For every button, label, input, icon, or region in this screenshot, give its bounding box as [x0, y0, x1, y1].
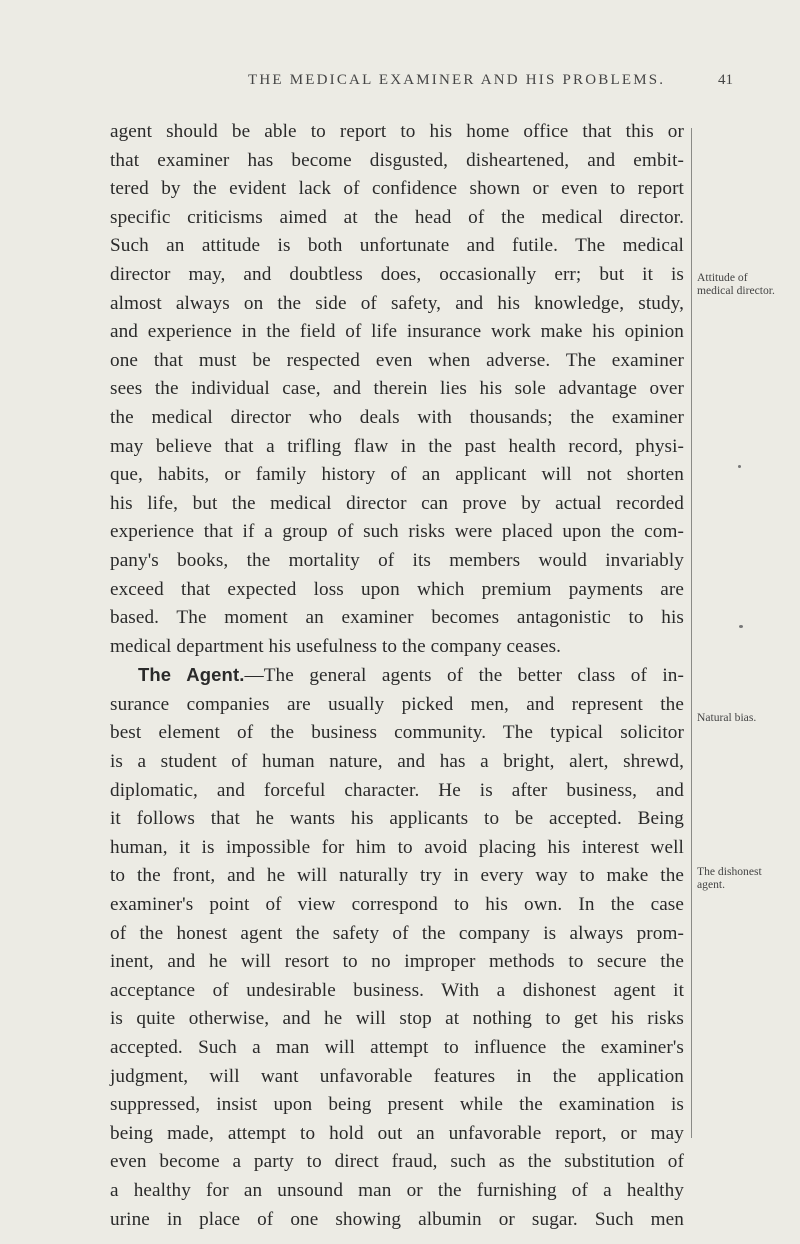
- body-line: may believe that a trifling flaw in the past health record, physi-: [110, 435, 684, 457]
- body-line: specific criticisms aimed at the head of the medical director.: [110, 206, 684, 228]
- body-line: surance companies are usually picked men, and represent the: [110, 693, 684, 715]
- body-line: suppressed, insist upon being present while the examination is: [110, 1094, 684, 1116]
- body-line: the medical director who deals with thousands; the examiner: [110, 406, 684, 428]
- paper-speck: [738, 465, 741, 468]
- paper-speck: [739, 625, 743, 628]
- body-line: almost always on the side of safety, and his knowledge, study,: [110, 292, 684, 314]
- body-line: sees the individual case, and therein lies his sole advantage over: [110, 378, 684, 400]
- body-line: of the honest agent the safety of the company is always prom-: [110, 922, 684, 944]
- body-line: pany's books, the mortality of its members would invariably: [110, 549, 684, 571]
- body-line: diplomatic, and forceful character. He is after business, and: [110, 779, 684, 801]
- body-line: examiner's point of view correspond to his own. In the case: [110, 894, 684, 916]
- body-line: tered by the evident lack of confidence shown or even to report: [110, 178, 684, 200]
- body-line: accepted. Such a man will attempt to influence the examiner's: [110, 1037, 684, 1058]
- agent-paragraph-first-line: [110, 661, 684, 691]
- body-line: is a student of human nature, and has a bright, alert, shrewd,: [110, 751, 684, 773]
- body-line: based. The moment an examiner becomes antagonistic to his: [110, 607, 684, 629]
- body-line: Such an attitude is both unfortunate and futile. The medical: [110, 235, 684, 257]
- section-heading-agent: The Agent.: [138, 664, 245, 686]
- body-line: even become a party to direct fraud, such as the substitution of: [110, 1151, 684, 1173]
- side-note-line: agent.: [697, 877, 726, 891]
- body-line-rest: —The general agents of the better class of in-: [244, 665, 684, 687]
- body-line: best element of the business community. The typical solicitor: [110, 722, 684, 744]
- body-line: being made, attempt to hold out an unfavorable report, or may: [110, 1122, 684, 1144]
- side-note-line: Natural bias.: [697, 711, 757, 724]
- body-line: that examiner has become disgusted, disheartened, and embit-: [110, 149, 684, 171]
- side-note-natural-bias: [697, 712, 756, 725]
- body-line: human, it is impossible for him to avoid placing his interest well: [110, 836, 684, 858]
- body-line: medical department his usefulness to the company ceases.: [110, 635, 562, 657]
- body-line: his life, but the medical director can prove by actual recorded: [110, 492, 684, 514]
- body-line: que, habits, or family history of an applicant will not shorten: [110, 464, 684, 486]
- body-line: acceptance of undesirable business. With a dishonest agent it: [110, 979, 684, 1001]
- body-line: and experience in the field of life insurance work make his opinion: [110, 321, 684, 343]
- side-note-attitude: [697, 272, 775, 297]
- body-line: experience that if a group of such risks were placed upon the com-: [110, 521, 684, 543]
- body-line: a healthy for an unsound man or the furnishing of a healthy: [110, 1179, 684, 1201]
- side-note-line: Attitude of: [697, 271, 748, 284]
- page-number: 41: [718, 72, 733, 88]
- running-header: THE MEDICAL EXAMINER AND HIS PROBLEMS.: [248, 72, 666, 88]
- body-line: judgment, will want unfavorable features in the application: [110, 1065, 684, 1087]
- body-line: inent, and he will resort to no improper methods to secure the: [110, 951, 684, 973]
- body-line: urine in place of one showing albumin or sugar. Such men: [110, 1208, 684, 1230]
- body-line: to the front, and he will naturally try in every way to make the: [110, 865, 684, 887]
- body-line: it follows that he wants his applicants to be accepted. Being: [110, 808, 684, 830]
- side-note-dishonest-agent: [697, 866, 762, 891]
- body-line: exceed that expected loss upon which premium payments are: [110, 578, 684, 600]
- body-text: [110, 118, 684, 1234]
- side-note-line: medical director.: [697, 283, 775, 297]
- body-line: is quite otherwise, and he will stop at nothing to get his risks: [110, 1008, 684, 1030]
- body-line: director may, and doubtless does, occasionally err; but it is: [110, 263, 684, 285]
- margin-rule: [691, 128, 692, 1138]
- body-line: agent should be able to report to his home office that this or: [110, 121, 684, 142]
- side-note-line: The dishonest: [697, 865, 762, 878]
- body-line: one that must be respected even when adverse. The examiner: [110, 349, 684, 371]
